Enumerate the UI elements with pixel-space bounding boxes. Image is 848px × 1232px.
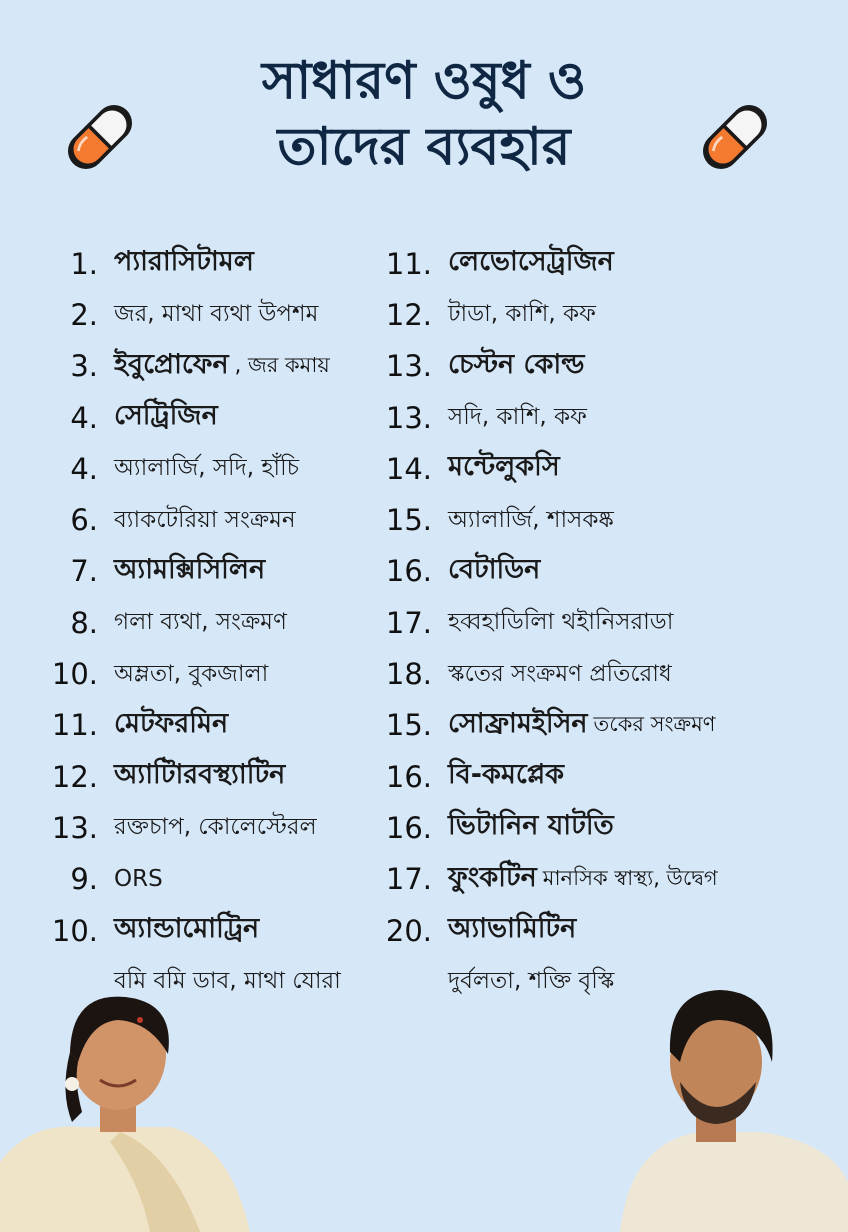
- list-item: [380, 802, 840, 853]
- item-number: 13.: [385, 400, 432, 435]
- item-number: 11.: [385, 246, 432, 281]
- medicine-name: লেভোসেট্রজিন: [448, 246, 614, 278]
- medicine-name: সোফ্রামইসিন: [448, 707, 588, 739]
- item-number: 7.: [70, 554, 98, 589]
- item-number: 10.: [51, 657, 98, 692]
- medicine-use: জর, মাথা ব্যথা উপশম: [114, 301, 319, 328]
- capsule-icon: [55, 92, 145, 182]
- list-item: [380, 700, 840, 751]
- list-item: [380, 341, 840, 392]
- medicine-use: মানসিক স্বাস্থ্য, উদ্বেগ: [542, 865, 718, 890]
- medicine-name: ইবুপ্রোফেন: [114, 348, 229, 380]
- medicine-name: ফুংকটিন: [448, 861, 537, 893]
- medicine-use: গলা ব্যথা, সংক্রমণ: [114, 609, 287, 636]
- medicine-use: দুর্বলতা, শক্তি বৃস্কি: [448, 968, 615, 995]
- woman-photo: [0, 992, 260, 1232]
- item-number: 15.: [385, 708, 432, 743]
- item-number: 4.: [70, 400, 98, 435]
- medicine-name: অ্যামক্সিসিলিন: [114, 553, 266, 585]
- medicine-use: , জর কমায়: [234, 352, 330, 377]
- medicine-name: চেস্টন কোল্ড: [448, 348, 585, 380]
- medicine-list-right: [380, 238, 840, 1007]
- medicine-use: ব্যাকটেরিয়া সংক্রমন: [114, 506, 296, 533]
- medicine-name: প্যারাসিটামল: [114, 246, 254, 278]
- medicine-use: সদি, কাশি, কফ: [448, 404, 587, 431]
- medicine-use: বমি বমি ডাব, মাথা যোরা: [114, 968, 341, 995]
- medicine-use: রক্তচাপ, কোলেস্টেরল: [114, 814, 317, 841]
- medicine-use: অ্যালার্জি, সদি, হাঁচি: [114, 455, 300, 482]
- item-number: 4.: [70, 451, 98, 486]
- item-number: 11.: [51, 708, 98, 743]
- medicine-name: সেট্রিজিন: [114, 400, 218, 432]
- item-number: 12.: [51, 759, 98, 794]
- item-number: 17.: [385, 605, 432, 640]
- item-number: 18.: [385, 657, 432, 692]
- item-number: 6.: [70, 503, 98, 538]
- medicine-use: অম্লতা, বুকজালা: [114, 660, 269, 687]
- medicine-use: টাডা, কাশি, কফ: [448, 301, 596, 328]
- medicine-name: অ্যান্ডামোট্রিন: [114, 913, 260, 944]
- list-item: [380, 443, 840, 494]
- medicine-use: অ্যালার্জি, শাসকষ্ক: [448, 506, 614, 533]
- title-line-1: সাধারণ ওষুধ ও: [261, 51, 587, 111]
- list-item: [380, 289, 840, 340]
- medicine-name: বেটাডিন: [448, 553, 541, 585]
- medicine-name: অ্যাভামিটিন: [448, 913, 577, 944]
- list-item: [380, 648, 840, 699]
- item-number: 14.: [385, 451, 432, 486]
- item-number: 13.: [385, 349, 432, 384]
- item-number: 16.: [385, 759, 432, 794]
- item-number: 13.: [51, 810, 98, 845]
- item-number: 12.: [385, 297, 432, 332]
- medicine-name: মেটফরমিন: [114, 707, 229, 739]
- list-item: [380, 238, 840, 289]
- medicine-name: ভিটানিন যাটতি: [448, 810, 614, 842]
- capsule-icon: [690, 92, 780, 182]
- list-item: [380, 905, 840, 956]
- list-item: [380, 751, 840, 802]
- item-number: 17.: [385, 862, 432, 897]
- item-number: 8.: [70, 605, 98, 640]
- man-photo: [610, 982, 848, 1232]
- medicine-name: অ্যাটিারবস্থ্যাটিন: [114, 759, 286, 791]
- medicine-name: মন্টেলুকসি: [448, 451, 560, 483]
- medicine-use: তকের সংক্রমণ: [593, 711, 716, 736]
- item-number: 15.: [385, 503, 432, 538]
- medicine-use: স্কতের সংক্রমণ প্রতিরোধ: [448, 660, 672, 687]
- item-number: 2.: [70, 297, 98, 332]
- list-item: [380, 546, 840, 597]
- item-number: 9.: [70, 862, 98, 897]
- item-number: 20.: [385, 913, 432, 948]
- list-item: [380, 597, 840, 648]
- item-number: 10.: [51, 913, 98, 948]
- list-item: [380, 392, 840, 443]
- medicine-use: হব্বহাডিলিা থইানিসরাডা: [448, 609, 674, 636]
- item-number: 1.: [70, 246, 98, 281]
- medicine-name: বি-কমপ্লেক: [448, 759, 565, 791]
- medicine-use: ORS: [114, 866, 163, 893]
- list-item: [380, 494, 840, 545]
- poster-title: [150, 48, 698, 180]
- item-number: 16.: [385, 554, 432, 589]
- item-number: 3.: [70, 349, 98, 384]
- title-line-2: তাদের ব্যবহার: [277, 117, 571, 177]
- item-number: 16.: [385, 810, 432, 845]
- list-item: [380, 854, 840, 905]
